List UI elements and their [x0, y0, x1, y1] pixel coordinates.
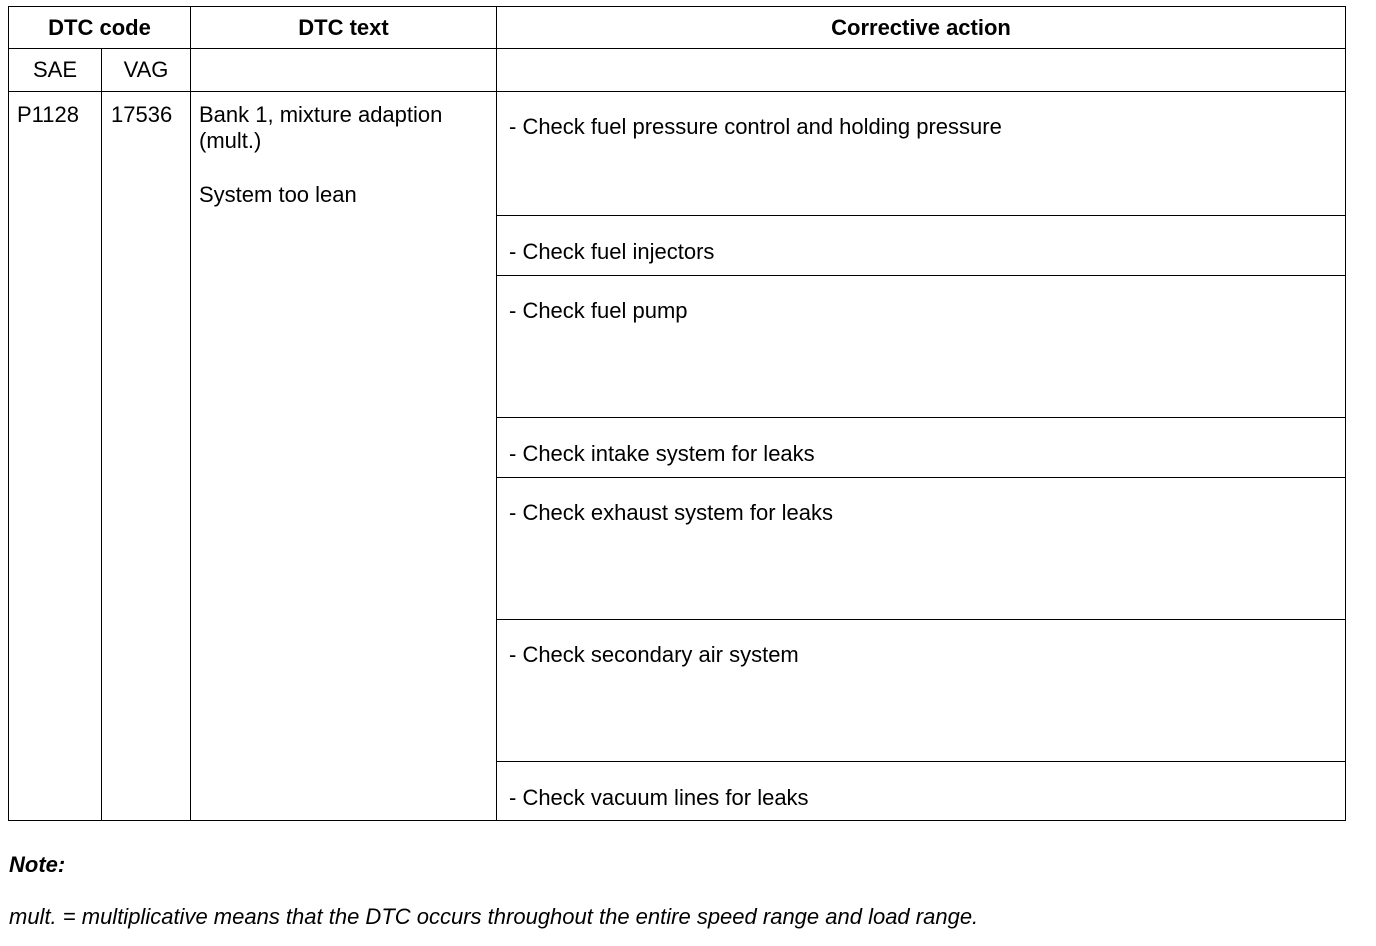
header-row — [9, 7, 1346, 49]
action-text: - Check secondary air system — [509, 642, 799, 667]
action-cell — [497, 478, 1346, 620]
subheader-empty-action — [497, 49, 1346, 92]
header-dtc-code: DTC code — [9, 7, 191, 49]
action-text: - Check fuel pump — [509, 298, 688, 323]
action-text: - Check fuel injectors — [509, 239, 715, 264]
action-text: - Check vacuum lines for leaks — [509, 785, 809, 810]
subheader-sae: SAE — [9, 49, 102, 92]
dtc-text-cell — [191, 92, 497, 821]
action-text: - Check exhaust system for leaks — [509, 500, 834, 525]
dtc-table — [8, 6, 1346, 821]
subheader-empty-text — [191, 49, 497, 92]
action-text: - Check fuel pressure control and holding pressure — [509, 114, 1002, 139]
note-title: Note: — [9, 852, 66, 877]
action-cell — [497, 418, 1346, 478]
sae-code: P1128 — [9, 92, 102, 821]
action-text: - Check intake system for leaks — [509, 441, 815, 466]
action-cell — [497, 216, 1346, 276]
header-corrective-action: Corrective action — [497, 7, 1346, 49]
action-cell — [497, 276, 1346, 418]
vag-code: 17536 — [102, 92, 191, 821]
table-row — [9, 92, 1346, 216]
dtc-text-line1: Bank 1, mixture adaption (mult.) — [199, 102, 443, 153]
note-body: mult. = multiplicative means that the DTC occurs throughout the entire speed range and load range. — [9, 904, 979, 929]
dtc-text-line2: System too lean — [199, 182, 357, 207]
subheader-vag: VAG — [102, 49, 191, 92]
action-cell — [497, 762, 1346, 821]
action-cell — [497, 620, 1346, 762]
subheader-row — [9, 49, 1346, 92]
header-dtc-text: DTC text — [191, 7, 497, 49]
action-cell — [497, 92, 1346, 216]
